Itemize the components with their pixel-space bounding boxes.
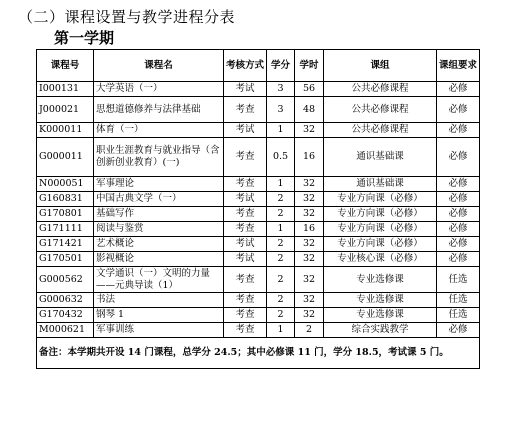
course-code: G000632 xyxy=(37,293,94,308)
table-row xyxy=(37,267,480,293)
hours: 32 xyxy=(295,293,324,308)
table-row xyxy=(37,293,480,308)
credit: 2 xyxy=(267,237,295,252)
credit: 2 xyxy=(267,252,295,267)
group-requirement: 必修 xyxy=(437,192,480,207)
hours: 32 xyxy=(295,267,324,293)
group-requirement: 必修 xyxy=(437,123,480,138)
table-row xyxy=(37,192,480,207)
assessment-method: 考查 xyxy=(224,222,267,237)
table-row xyxy=(37,97,480,123)
credit: 1 xyxy=(267,222,295,237)
course-group: 专业方向课（必修） xyxy=(324,237,437,252)
course-name: 大学英语（一） xyxy=(94,82,224,97)
course-code: G171111 xyxy=(37,222,94,237)
course-code: G170801 xyxy=(37,207,94,222)
course-group: 专业方向课（必修） xyxy=(324,192,437,207)
course-name: 影视概论 xyxy=(94,252,224,267)
table-note: 备注：本学期共开设 14 门课程，总学分 24.5；其中必修课 11 门，学分 18.5，考试课 5 门。 xyxy=(37,338,480,369)
course-name: 书法 xyxy=(94,293,224,308)
course-code: K000011 xyxy=(37,123,94,138)
group-requirement: 任选 xyxy=(437,293,480,308)
assessment-method: 考查 xyxy=(224,177,267,192)
table-row xyxy=(37,308,480,323)
hours: 32 xyxy=(295,123,324,138)
course-group: 公共必修课程 xyxy=(324,123,437,138)
course-name: 艺术概论 xyxy=(94,237,224,252)
course-name: 职业生涯教育与就业指导（含创新创业教育）(一) xyxy=(94,138,224,177)
table-row xyxy=(37,123,480,138)
credit: 1 xyxy=(267,123,295,138)
group-requirement: 必修 xyxy=(437,222,480,237)
course-name: 军事训练 xyxy=(94,323,224,338)
course-code: G170432 xyxy=(37,308,94,323)
group-requirement: 任选 xyxy=(437,308,480,323)
credit: 0.5 xyxy=(267,138,295,177)
semester-title: 第一学期 xyxy=(54,29,115,47)
course-group: 通识基础课 xyxy=(324,177,437,192)
table-row xyxy=(37,138,480,177)
hours: 32 xyxy=(295,177,324,192)
course-code: M000621 xyxy=(37,323,94,338)
assessment-method: 考试 xyxy=(224,82,267,97)
note-row xyxy=(37,338,480,369)
header-assessment: 考核方式 xyxy=(224,50,267,82)
hours: 32 xyxy=(295,207,324,222)
assessment-method: 考查 xyxy=(224,293,267,308)
assessment-method: 考查 xyxy=(224,97,267,123)
assessment-method: 考查 xyxy=(224,207,267,222)
credit: 3 xyxy=(267,97,295,123)
table-header-row xyxy=(37,50,480,82)
section-title: （二）课程设置与教学进程分表 xyxy=(18,8,236,26)
course-code: N000051 xyxy=(37,177,94,192)
course-name: 思想道德修养与法律基础 xyxy=(94,97,224,123)
header-course-name: 课程名 xyxy=(94,50,224,82)
hours: 56 xyxy=(295,82,324,97)
course-name: 基础写作 xyxy=(94,207,224,222)
assessment-method: 考试 xyxy=(224,252,267,267)
course-group: 专业选修课 xyxy=(324,267,437,293)
hours: 16 xyxy=(295,138,324,177)
course-code: I000131 xyxy=(37,82,94,97)
course-code: G000011 xyxy=(37,138,94,177)
course-code: G000562 xyxy=(37,267,94,293)
credit: 1 xyxy=(267,177,295,192)
table-row xyxy=(37,82,480,97)
credit: 2 xyxy=(267,293,295,308)
assessment-method: 考试 xyxy=(224,123,267,138)
table-row xyxy=(37,237,480,252)
credit: 3 xyxy=(267,82,295,97)
assessment-method: 考查 xyxy=(224,138,267,177)
group-requirement: 必修 xyxy=(437,323,480,338)
course-group: 专业选修课 xyxy=(324,308,437,323)
course-group: 专业方向课（必修） xyxy=(324,207,437,222)
group-requirement: 必修 xyxy=(437,207,480,222)
group-requirement: 必修 xyxy=(437,97,480,123)
course-group: 公共必修课程 xyxy=(324,97,437,123)
course-group: 专业选修课 xyxy=(324,293,437,308)
credit: 2 xyxy=(267,192,295,207)
hours: 16 xyxy=(295,222,324,237)
hours: 32 xyxy=(295,192,324,207)
assessment-method: 考试 xyxy=(224,237,267,252)
table-row xyxy=(37,252,480,267)
course-group: 综合实践教学 xyxy=(324,323,437,338)
course-name: 文学通识（一）文明的力量——元典导读（1） xyxy=(94,267,224,293)
hours: 32 xyxy=(295,252,324,267)
credit: 1 xyxy=(267,323,295,338)
table-row xyxy=(37,222,480,237)
header-credit: 学分 xyxy=(267,50,295,82)
header-requirement: 课组要求 xyxy=(437,50,480,82)
course-table xyxy=(36,49,480,369)
course-name: 钢琴 1 xyxy=(94,308,224,323)
table-row xyxy=(37,323,480,338)
course-code: G170501 xyxy=(37,252,94,267)
group-requirement: 必修 xyxy=(437,82,480,97)
group-requirement: 必修 xyxy=(437,252,480,267)
credit: 2 xyxy=(267,267,295,293)
course-name: 军事理论 xyxy=(94,177,224,192)
course-group: 公共必修课程 xyxy=(324,82,437,97)
hours: 32 xyxy=(295,237,324,252)
course-group: 通识基础课 xyxy=(324,138,437,177)
assessment-method: 考查 xyxy=(224,308,267,323)
header-group: 课组 xyxy=(324,50,437,82)
course-name: 中国古典文学（一） xyxy=(94,192,224,207)
assessment-method: 考试 xyxy=(224,192,267,207)
group-requirement: 任选 xyxy=(437,267,480,293)
hours: 32 xyxy=(295,308,324,323)
assessment-method: 考查 xyxy=(224,267,267,293)
course-name: 体育（一） xyxy=(94,123,224,138)
group-requirement: 必修 xyxy=(437,177,480,192)
hours: 48 xyxy=(295,97,324,123)
course-code: G171421 xyxy=(37,237,94,252)
course-code: J000021 xyxy=(37,97,94,123)
table-row xyxy=(37,177,480,192)
table-row xyxy=(37,207,480,222)
hours: 2 xyxy=(295,323,324,338)
credit: 2 xyxy=(267,308,295,323)
group-requirement: 必修 xyxy=(437,138,480,177)
course-group: 专业方向课（必修） xyxy=(324,222,437,237)
group-requirement: 必修 xyxy=(437,237,480,252)
header-course-code: 课程号 xyxy=(37,50,94,82)
assessment-method: 考查 xyxy=(224,323,267,338)
course-group: 专业核心课（必修） xyxy=(324,252,437,267)
course-code: G160831 xyxy=(37,192,94,207)
credit: 2 xyxy=(267,207,295,222)
course-name: 阅读与鉴赏 xyxy=(94,222,224,237)
header-hours: 学时 xyxy=(295,50,324,82)
